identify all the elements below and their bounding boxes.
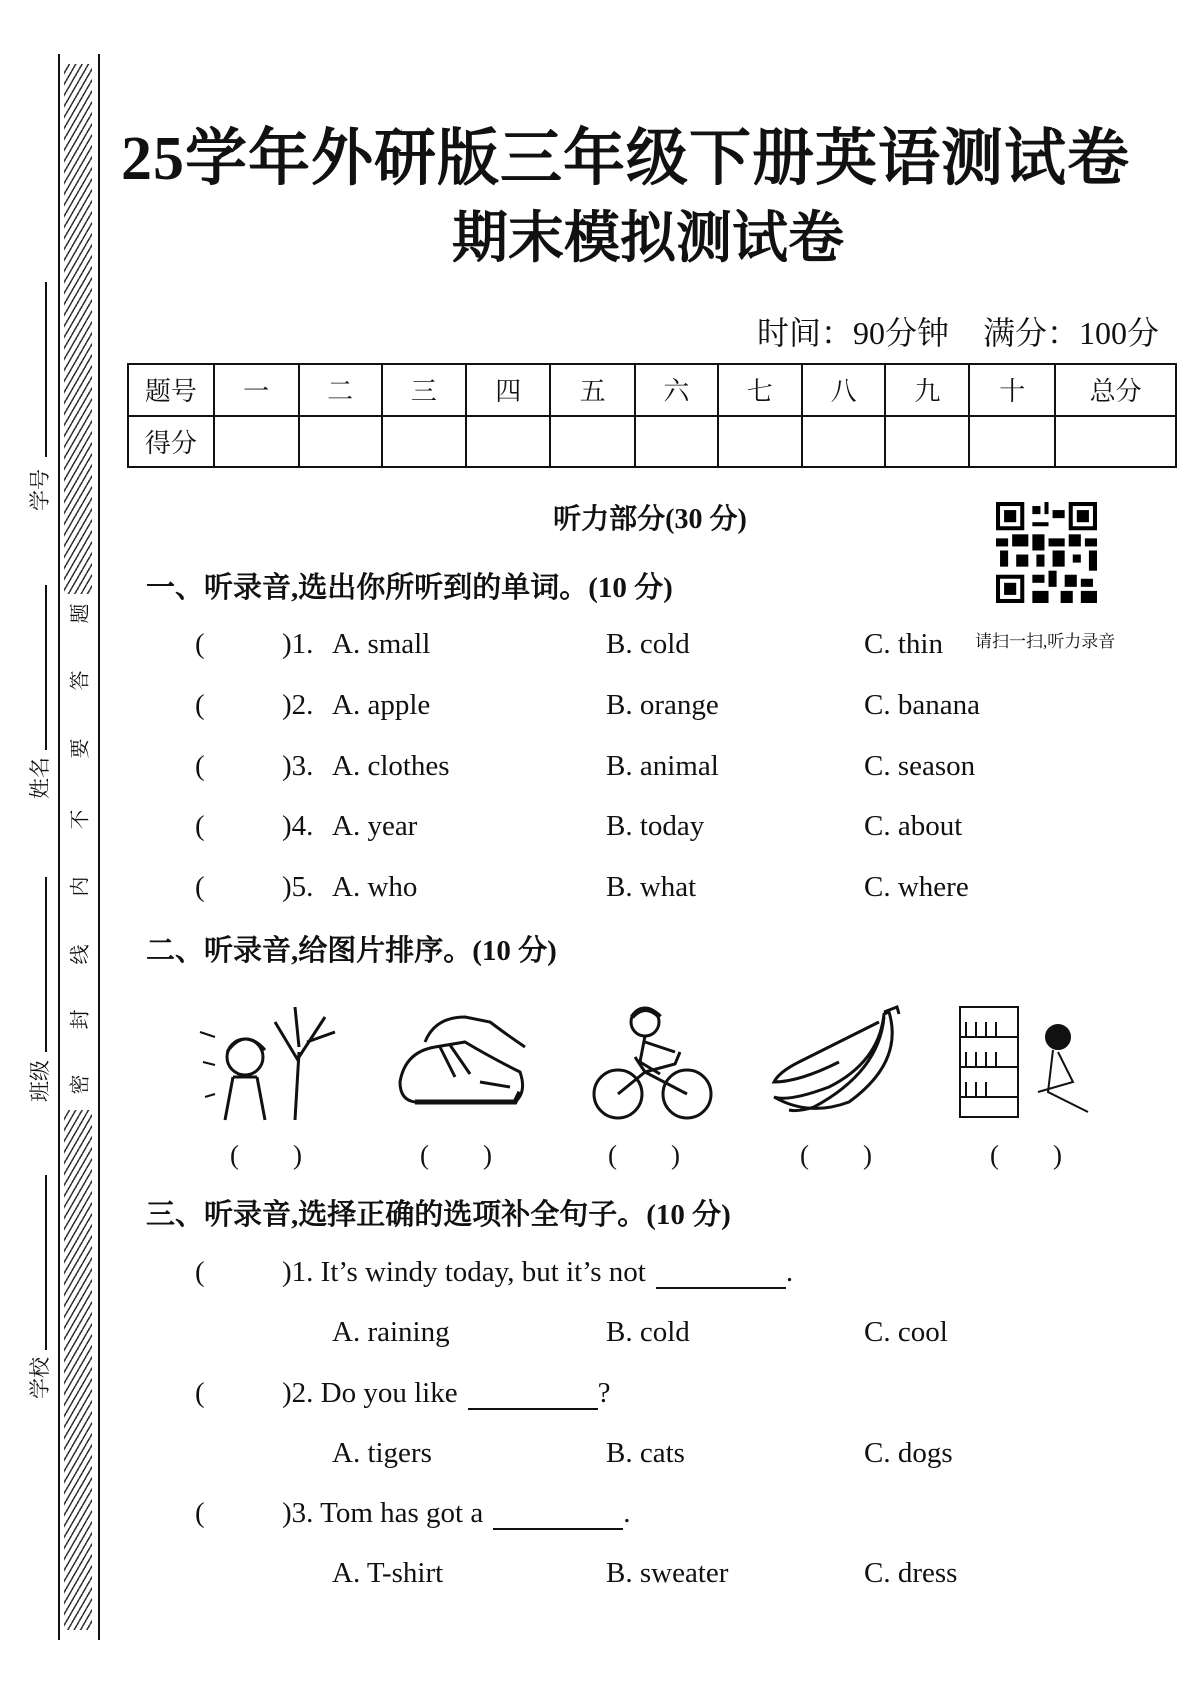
header-cell: 六 [635, 364, 718, 416]
option-c: C. thin [864, 628, 943, 660]
score-cell[interactable] [214, 416, 299, 468]
score-cell[interactable] [382, 416, 467, 468]
header-cell: 九 [885, 364, 969, 416]
qr-caption: 请扫一扫,听力录音 [975, 632, 1116, 651]
header-cell: 八 [802, 364, 886, 416]
header-cell: 七 [718, 364, 802, 416]
question-stem: Tom has got a [320, 1497, 484, 1529]
question-number: )3. [282, 1497, 314, 1529]
score-table-row [128, 416, 1176, 468]
option-b: B. today [606, 810, 705, 842]
answer-paren[interactable]: ( [195, 689, 205, 721]
answer-blank[interactable] [468, 1382, 598, 1410]
picture-girl-on-bicycle [590, 1002, 715, 1122]
margin-border-right [98, 54, 100, 1640]
seal-char: 线 [64, 943, 93, 967]
option-c: C. where [864, 871, 969, 903]
option-a: A. clothes [332, 750, 450, 782]
option-b: B. what [606, 871, 697, 903]
option-a: A. T-shirt [332, 1557, 444, 1589]
question-number: )2. [282, 1377, 314, 1409]
answer-blank[interactable] [493, 1502, 623, 1530]
header-cell: 二 [299, 364, 382, 416]
question-3 [282, 1497, 631, 1530]
exam-subtitle: 期末模拟测试卷 [452, 208, 844, 270]
picture-windy-girl-tree [195, 1002, 347, 1122]
qr-code-icon[interactable] [996, 502, 1097, 603]
answer-paren[interactable]: ( [195, 1497, 205, 1529]
option-c: C. banana [864, 689, 980, 721]
seal-char: 密 [64, 1073, 93, 1097]
name-line[interactable] [45, 585, 47, 750]
question-2 [282, 1377, 610, 1410]
score-cell[interactable] [299, 416, 382, 468]
seal-char: 答 [64, 669, 93, 693]
score-table-header [128, 364, 1176, 416]
answer-paren[interactable]: ( [195, 750, 205, 782]
option-b: B. cold [606, 628, 690, 660]
time-limit: 时间：90分钟 [756, 315, 949, 351]
answer-paren[interactable]: ( [195, 628, 205, 660]
option-c: C. season [864, 750, 976, 782]
exam-title: 25学年外研版三年级下册英语测试卷 [120, 125, 1130, 193]
answer-paren[interactable]: ( [195, 810, 205, 842]
score-cell[interactable] [635, 416, 718, 468]
picture-sneakers [395, 1002, 531, 1122]
student-id-line[interactable] [45, 282, 47, 457]
name-label: 姓名 [28, 757, 52, 799]
score-cell[interactable] [969, 416, 1055, 468]
option-b: B. animal [606, 750, 719, 782]
question-number: )1. [282, 1256, 314, 1288]
header-cell: 四 [466, 364, 550, 416]
answer-paren[interactable]: ( [195, 1256, 205, 1288]
score-cell[interactable] [718, 416, 802, 468]
option-c: C. dogs [864, 1437, 953, 1469]
section-2-title: 二、听录音,给图片排序。(10 分) [146, 935, 557, 967]
option-a: A. raining [332, 1316, 450, 1348]
section-3-title: 三、听录音,选择正确的选项补全句子。(10 分) [146, 1199, 731, 1231]
option-b: B. cats [606, 1437, 685, 1469]
question-number: )1. [282, 628, 314, 660]
question-stem: Do you like [320, 1377, 458, 1409]
score-table [127, 363, 1177, 468]
margin-border-left [58, 54, 60, 1640]
question-number: )3. [282, 750, 314, 782]
score-cell[interactable] [1055, 416, 1176, 468]
answer-blank[interactable] [656, 1261, 786, 1289]
class-label: 班级 [28, 1060, 52, 1102]
picture-order-paren[interactable]: ( ) [800, 1140, 872, 1170]
section-1-title: 一、听录音,选出你所听到的单词。(10 分) [146, 572, 673, 604]
option-a: A. who [332, 871, 418, 903]
score-cell[interactable] [885, 416, 969, 468]
picture-bananas [769, 1002, 904, 1122]
header-cell: 总分 [1055, 364, 1176, 416]
question-end: . [623, 1497, 631, 1529]
seal-char: 封 [64, 1008, 93, 1032]
header-cell: 十 [969, 364, 1055, 416]
picture-order-paren[interactable]: ( ) [608, 1140, 680, 1170]
seal-char: 内 [64, 875, 93, 899]
header-cell: 五 [550, 364, 635, 416]
question-number: )5. [282, 871, 314, 903]
score-cell[interactable] [802, 416, 886, 468]
margin-hatching-bottom [64, 1110, 92, 1630]
class-line[interactable] [45, 877, 47, 1052]
seal-char: 题 [64, 602, 93, 626]
option-c: C. cool [864, 1316, 948, 1348]
option-a: A. tigers [332, 1437, 432, 1469]
seal-char: 要 [64, 737, 93, 761]
answer-paren[interactable]: ( [195, 1377, 205, 1409]
picture-shop-woman [958, 1002, 1094, 1122]
picture-order-paren[interactable]: ( ) [230, 1140, 302, 1170]
question-end: ? [597, 1377, 611, 1409]
score-cell[interactable] [466, 416, 550, 468]
question-number: )2. [282, 689, 314, 721]
question-stem: It’s windy today, but it’s not [320, 1256, 646, 1288]
option-a: A. apple [332, 689, 431, 721]
listening-heading: 听力部分(30 分) [553, 504, 747, 535]
header-cell: 一 [214, 364, 299, 416]
answer-paren[interactable]: ( [195, 871, 205, 903]
option-b: B. sweater [606, 1557, 729, 1589]
question-1 [282, 1256, 793, 1289]
picture-order-paren[interactable]: ( ) [420, 1140, 492, 1170]
option-c: C. about [864, 810, 963, 842]
school-line[interactable] [45, 1175, 47, 1350]
option-a: A. year [332, 810, 418, 842]
picture-order-paren[interactable]: ( ) [990, 1140, 1062, 1170]
question-number: )4. [282, 810, 314, 842]
seal-char: 不 [64, 808, 93, 832]
question-end: . [785, 1256, 794, 1288]
option-b: B. cold [606, 1316, 690, 1348]
student-id-label: 学号 [28, 469, 52, 511]
header-cell: 三 [382, 364, 467, 416]
row-label: 得分 [128, 416, 214, 468]
header-cell: 题号 [128, 364, 214, 416]
option-a: A. small [332, 628, 431, 660]
score-cell[interactable] [550, 416, 635, 468]
exam-meta [723, 308, 1159, 354]
option-c: C. dress [864, 1557, 958, 1589]
option-b: B. orange [606, 689, 719, 721]
full-score: 满分：100分 [982, 315, 1159, 351]
school-label: 学校 [28, 1357, 52, 1399]
